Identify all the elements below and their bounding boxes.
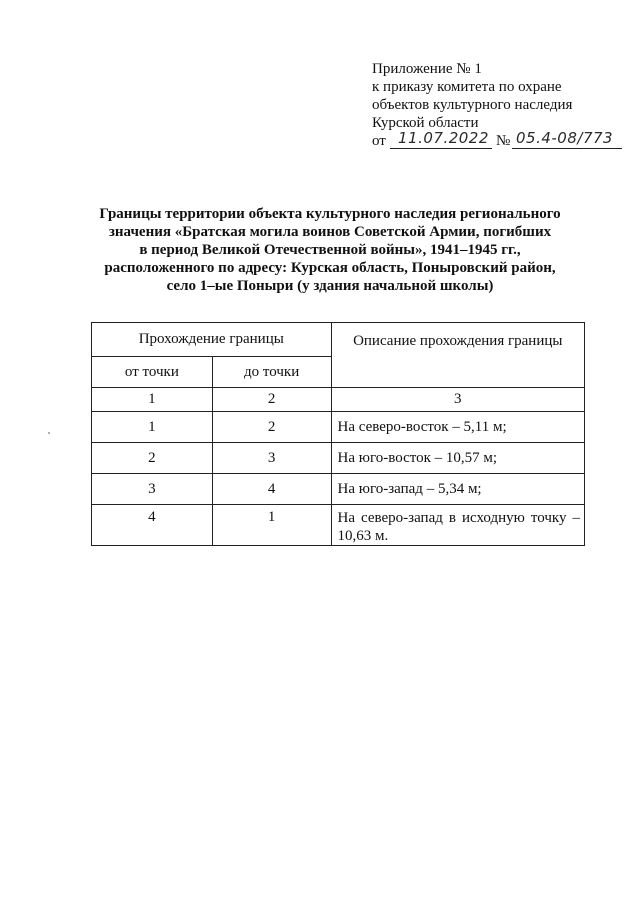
region-line: Курской области [372, 115, 479, 131]
column-number-row [92, 388, 585, 412]
table-header-row [92, 323, 585, 357]
title-line: Границы территории объекта культурного наследия регионального [99, 206, 561, 222]
description-cell: На юго-восток – 10,57 м; [331, 443, 584, 474]
to-point-cell: 1 [212, 505, 331, 546]
table-row [92, 412, 585, 443]
to-point-cell: 4 [212, 474, 331, 505]
date-label: от [372, 133, 386, 149]
to-point-cell: 3 [212, 443, 331, 474]
appendix-title: Приложение № 1 [372, 61, 482, 77]
number-underline [512, 148, 622, 149]
scan-speck [48, 432, 50, 434]
header-from-point: от точки [92, 357, 213, 388]
header-boundary-description: Описание прохождения границы [331, 323, 584, 388]
document-title [80, 205, 580, 295]
boundary-table [91, 322, 585, 546]
appendix-header [372, 60, 632, 152]
from-point-cell: 3 [92, 474, 213, 505]
column-number: 3 [331, 388, 584, 412]
from-point-cell: 4 [92, 505, 213, 546]
header-boundary-passage: Прохождение границы [92, 323, 332, 357]
description-cell: На северо-запад в исходную точку – 10,63 м. [331, 505, 584, 546]
number-label: № [496, 133, 511, 149]
to-point-cell: 2 [212, 412, 331, 443]
order-reference-line: к приказу комитета по охране [372, 79, 562, 95]
table-row [92, 474, 585, 505]
table-row [92, 505, 585, 546]
title-line: село 1–ые Поныри (у здания начальной школы) [166, 278, 494, 294]
handwritten-date: 11.07.2022 [398, 129, 489, 147]
table-row [92, 443, 585, 474]
title-line: значения «Братская могила воинов Советской Армии, погибших [108, 224, 552, 240]
title-line: расположенного по адресу: Курская область, Поныровский район, [104, 260, 556, 276]
date-number-line [372, 129, 632, 152]
from-point-cell: 2 [92, 443, 213, 474]
handwritten-number: 05.4-08/773 [516, 129, 614, 147]
description-cell: На юго-запад – 5,34 м; [331, 474, 584, 505]
title-line: в период Великой Отечественной войны», 1941–1945 гг., [139, 242, 521, 258]
from-point-cell: 1 [92, 412, 213, 443]
description-cell: На северо-восток – 5,11 м; [331, 412, 584, 443]
committee-line: объектов культурного наследия [372, 97, 573, 113]
header-to-point: до точки [212, 357, 331, 388]
column-number: 2 [212, 388, 331, 412]
date-underline [390, 148, 492, 149]
column-number: 1 [92, 388, 213, 412]
